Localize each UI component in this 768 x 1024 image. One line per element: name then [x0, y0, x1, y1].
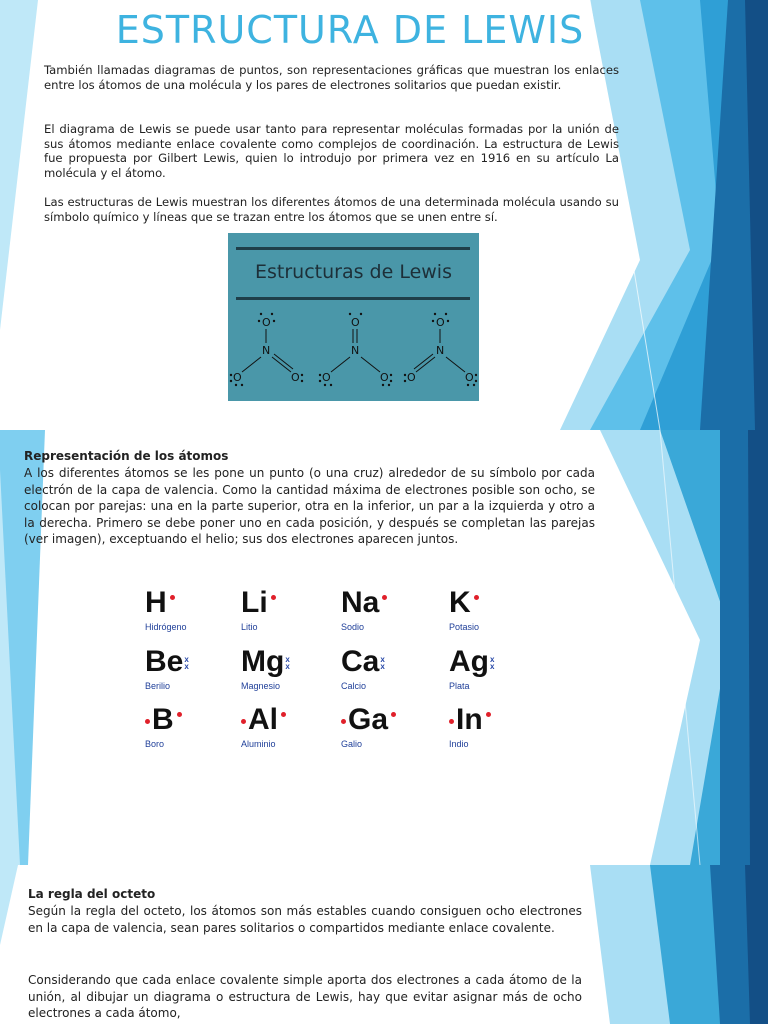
electron-cross: x: [184, 662, 189, 672]
electron-dot: [341, 719, 346, 724]
element-name: Calcio: [341, 681, 367, 691]
atom-o: O: [233, 371, 242, 384]
element-symbol: [145, 705, 182, 735]
element-name: Sodio: [341, 622, 365, 632]
electron-dot: [177, 712, 182, 717]
atom-n: N: [351, 344, 360, 357]
atoms-representation-paragraph: A los diferentes átomos se les pone un punto (o una cruz) alrededor de su símbolo por cada electrón de la capa de valencia. Como la cantidad máxima de electrones posible son ocho, se colocan por parejas: una en la parte superior, otra en la inferior, un par a la izquierda y otro a la derecha. Primero se debe poner uno en cada posición, y después se completan las parejas (ver imagen), exceptuando el helio; sus dos electrones aparecen juntos.: [24, 466, 595, 546]
element-3: [449, 588, 479, 632]
image-bottom-rule: [236, 297, 470, 300]
atom-o: O: [351, 316, 360, 329]
structure-2: [322, 316, 389, 384]
element-9: [241, 705, 286, 749]
element-symbol-text: Be: [145, 645, 184, 678]
lewis-structures-image: [228, 233, 479, 401]
electron-cross: x: [380, 655, 385, 665]
electron-cross-pair: [490, 656, 494, 670]
element-symbol-text: K: [449, 586, 471, 619]
element-symbol: [449, 647, 494, 677]
lewis-usage-paragraph: El diagrama de Lewis se puede usar tanto para representar moléculas formadas por la unión de sus átomos mediante enlace covalente como complejos de coordinación. La estructura de Lewis fue propuesta por Gilbert Lewis, quien lo introdujo por primera vez en 1916 en su artículo La molécula y el átomo.: [44, 122, 619, 180]
section-heading-octet: La regla del octeto: [28, 887, 156, 901]
element-name: Galio: [341, 739, 363, 749]
element-name: Indio: [449, 739, 469, 749]
element-6: [341, 647, 385, 691]
element-symbol-text: H: [145, 586, 167, 619]
element-0: [145, 588, 187, 632]
atom-o: O: [262, 316, 271, 329]
electron-cross: x: [380, 662, 385, 672]
electron-dot: [391, 712, 396, 717]
octet-rule-paragraph: Según la regla del octeto, los átomos son más estables cuando consiguen ocho electrones en la capa de valencia, sean pares solitarios o compartidos mediante enlace covalente.: [28, 904, 582, 935]
octet-bond-paragraph: Considerando que cada enlace covalente simple aporta dos electrones a cada átomo de la unión, al dibujar un diagrama o estructura de Lewis, hay que evitar asignar más de ocho electrones a cada átomo,: [28, 973, 582, 1020]
element-symbol-text: Na: [341, 586, 380, 619]
lewis-symbols-paragraph: Las estructuras de Lewis muestran los diferentes átomos de una determinada molécula usando su símbolo químico y líneas que se trazan entre los átomos que se unen entre sí.: [44, 195, 619, 224]
element-1: [241, 588, 276, 632]
element-name: Hidrógeno: [145, 622, 187, 632]
slide-2: [0, 430, 768, 865]
atom-o: O: [436, 316, 445, 329]
electron-cross: x: [285, 662, 290, 672]
element-symbol: [449, 588, 479, 618]
element-2: [341, 588, 387, 632]
element-symbol: [145, 647, 189, 677]
element-8: [145, 705, 182, 749]
intro-paragraph: También llamadas diagramas de puntos, son representaciones gráficas que muestran los enlaces entre los átomos de una molécula y los pares de electrones solitarios que puedan existir.: [44, 63, 619, 92]
element-symbol-text: Ag: [449, 645, 489, 678]
electron-cross: x: [285, 655, 290, 665]
element-name: Magnesio: [241, 681, 281, 691]
element-symbol: [449, 705, 491, 735]
section-heading-atoms: Representación de los átomos: [24, 449, 229, 463]
electron-dot: [382, 595, 387, 600]
electron-dot: [449, 719, 454, 724]
electron-dot: [281, 712, 286, 717]
element-10: [341, 705, 396, 749]
element-name: Aluminio: [241, 739, 276, 749]
atom-o: O: [322, 371, 331, 384]
atom-o: O: [380, 371, 389, 384]
electron-cross: x: [184, 655, 189, 665]
element-name: Potasio: [449, 622, 480, 632]
element-symbol: [341, 588, 387, 618]
element-symbol: [241, 705, 286, 735]
electron-cross-pair: [285, 656, 289, 670]
structure-1: [233, 316, 300, 384]
element-symbol: [241, 588, 276, 618]
element-symbol-text: Li: [241, 586, 268, 619]
electron-cross-pair: [184, 656, 188, 670]
element-name: Plata: [449, 681, 470, 691]
atom-o: O: [465, 371, 474, 384]
element-symbol: [341, 705, 396, 735]
element-symbol-text: Al: [248, 703, 278, 736]
electron-cross: x: [490, 662, 495, 672]
element-5: [241, 647, 290, 691]
element-symbol-text: In: [456, 703, 483, 736]
nitrite-structures-diagram: [228, 309, 479, 401]
electron-cross-pair: [380, 656, 384, 670]
element-symbol-text: Ga: [348, 703, 389, 736]
atom-n: N: [436, 344, 445, 357]
electron-dot: [241, 719, 246, 724]
element-name: Boro: [145, 739, 165, 749]
electron-dot: [474, 595, 479, 600]
atom-n: N: [262, 344, 271, 357]
atom-o: O: [407, 371, 416, 384]
element-symbol-text: Ca: [341, 645, 380, 678]
element-symbol: [241, 647, 290, 677]
electron-dot: [486, 712, 491, 717]
slide-1: [0, 0, 768, 430]
image-title: Estructuras de Lewis: [255, 261, 452, 283]
element-4: [145, 647, 189, 691]
element-name: Litio: [241, 622, 258, 632]
electron-dot: [145, 719, 150, 724]
electron-dot: [170, 595, 175, 600]
image-top-rule: [236, 247, 470, 250]
structure-3: [407, 316, 474, 384]
atom-o: O: [291, 371, 300, 384]
element-symbol: [145, 588, 187, 618]
element-11: [449, 705, 491, 749]
electron-dot: [271, 595, 276, 600]
slide-3: [0, 865, 768, 1024]
element-symbol: [341, 647, 385, 677]
page-title: ESTRUCTURA DE LEWIS: [115, 8, 585, 52]
element-name: Berilio: [145, 681, 171, 691]
element-symbol-text: B: [152, 703, 174, 736]
element-7: [449, 647, 494, 691]
element-symbol-text: Mg: [241, 645, 285, 678]
electron-cross: x: [490, 655, 495, 665]
